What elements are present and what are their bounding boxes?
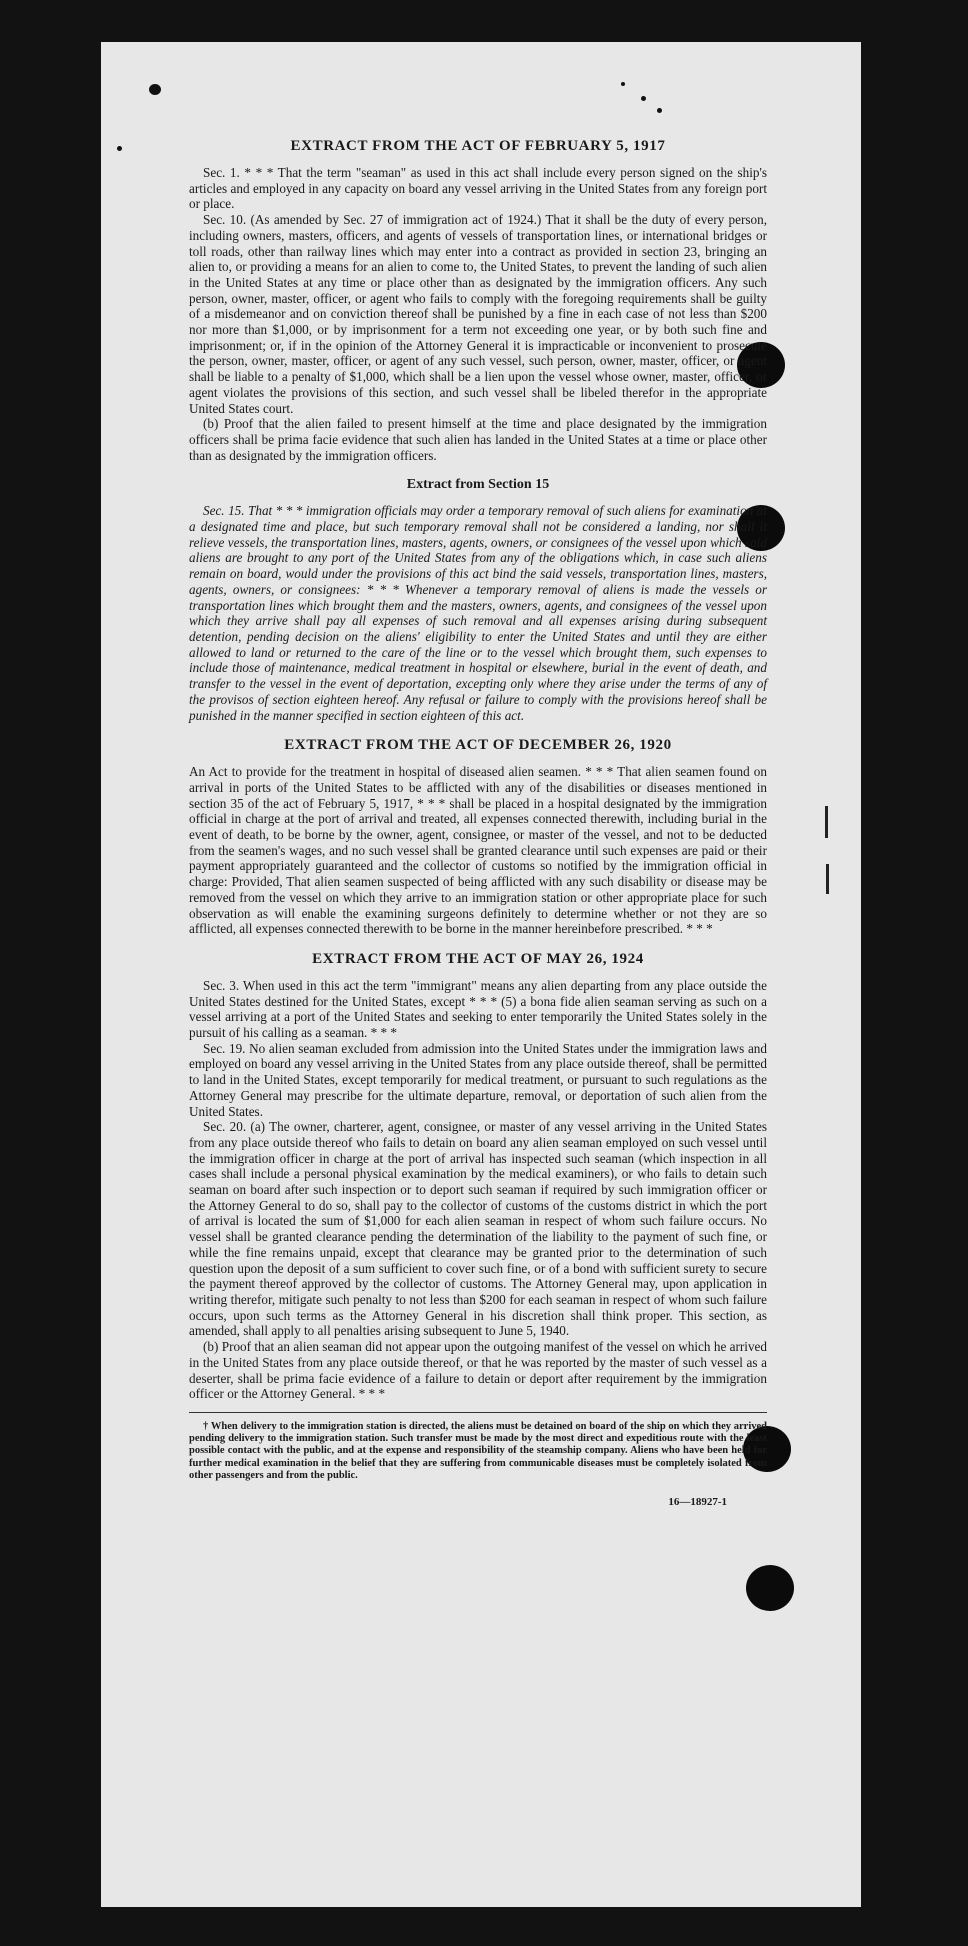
ink-speck — [149, 84, 161, 95]
heading-act-1920: EXTRACT FROM THE ACT OF DECEMBER 26, 1920 — [284, 737, 672, 754]
document-text — [189, 138, 767, 1508]
ink-speck — [641, 96, 646, 101]
paragraph-sec-1: Sec. 1. * * * That the term "seaman" as used in this act shall include every person signed on the ship's articles and employed in any capacity on board any vessel arriving in the United States from any foreign port or place. — [189, 165, 767, 212]
ink-speck — [117, 146, 122, 151]
ink-speck — [657, 108, 662, 113]
heading-act-1924: EXTRACT FROM THE ACT OF MAY 26, 1924 — [312, 950, 644, 967]
document-page — [101, 42, 861, 1907]
paragraph-sec-10-b: (b) Proof that the alien failed to present himself at the time and place designated by the immigration officers shall be prima facie evidence that such alien has landed in the United States at a time or place other than as designated by the immigration officers. — [189, 416, 767, 463]
margin-mark — [826, 864, 829, 894]
paragraph-act-1920: An Act to provide for the treatment in hospital of diseased alien seamen. * * * That alien seamen found on arrival in ports of the United States to be afflicted with any of the disabilities or diseases mentioned in section 35 of the act of February 5, 1917, * * * shall be placed in a hospital designated by the immigration official in charge at the port of arrival and treated, all expenses connected therewith, including burial in the event of death, to be borne by the owner, agent, consignee, or master of the vessel, and not to be deducted from the seamen's wages, and no such vessel shall be granted clearance until such expenses are paid or their payment appropriately guaranteed and the collector of customs so notified by the immigration official in charge: Provided, That alien seamen suspected of being afflicted with any such disability or disease may be removed from the vessel on which they arrive to an immigration station or other appropriate place for such observation as will enable the examining surgeons definitely to determine whether or not they are so afflicted, all expenses connected therewith to be borne in the manner hereinbefore prescribed. * * * — [189, 764, 767, 937]
heading-section-15: Extract from Section 15 — [406, 477, 550, 493]
paragraph-sec-10: Sec. 10. (As amended by Sec. 27 of immigration act of 1924.) That it shall be the duty of every person, including owners, masters, officers, and agents of vessels of transportation lines, or international bridges or toll roads, other than railway lines which may enter into a contract as provided in section 23, bringing an alien to, or providing a means for an alien to come to, the United States, to prevent the landing of such alien in the United States at any time or place other than as designated by the immigration officers. Any such person, owner, master, officer, or agent who fails to comply with the foregoing requirements shall be guilty of a misdemeanor and on conviction thereof shall be punished by a fine in each case of not less than $200 nor more than $1,000, or by imprisonment for a term not exceeding one year, or by both such fine and imprisonment; or, if in the opinion of the Attorney General it is impracticable or inconvenient to prosecute the person, owner, master, officer, or agent of any such vessel, such person, owner, master, officer, or agent shall be liable to a penalty of $1,000, which shall be a lien upon the vessel whose owner, master, officer, or agent violates the provisions of this section, and such vessel shall be libeled therefor in the appropriate United States court. — [189, 212, 767, 416]
form-code: 16—18927-1 — [668, 1495, 727, 1508]
paragraph-sec-19: Sec. 19. No alien seaman excluded from admission into the United States under the immigration laws and employed on board any vessel arriving in the United States from any place outside thereof, shall be permitted to land in the United States, except temporarily for medical treatment, or pursuant to such regulations as the Attorney General may prescribe for the ultimate departure, removal, or deportation of such alien from the United States. — [189, 1040, 767, 1119]
heading-act-1917: EXTRACT FROM THE ACT OF FEBRUARY 5, 1917 — [290, 138, 666, 154]
ink-speck — [621, 82, 625, 86]
paragraph-sec-3: Sec. 3. When used in this act the term "immigrant" means any alien departing from any place outside the United States destined for the United States, except * * * (5) a bona fide alien seaman serving as such on a vessel arriving at a port of the United States and seeking to enter temporarily the United States solely in the pursuit of his calling as a seaman. * * * — [189, 977, 767, 1041]
margin-mark — [825, 806, 828, 838]
punch-hole — [746, 1565, 794, 1611]
footnote-divider — [189, 1412, 767, 1413]
paragraph-sec-20-b: (b) Proof that an alien seaman did not appear upon the outgoing manifest of the vessel on which he arrived in the United States from any place outside thereof, or that he was reported by the master of such vessel as a deserter, shall be prima facie evidence of a failure to detain or deport after requirement by the immigration officer or the Attorney General. * * * — [189, 1339, 767, 1402]
footnote: † When delivery to the immigration station is directed, the aliens must be detained on board of the ship on which they arrived pending delivery to the immigration station. Such transfer must be made by the most direct and expeditious route with the least possible contact with the public, and at the expense and responsibility of the steamship company. Aliens who have been held for further medical examination in the belief that they are suffering from communicable diseases must be completely isolated from other passengers and from the public. — [189, 1420, 767, 1481]
paragraph-sec-20-a: Sec. 20. (a) The owner, charterer, agent, consignee, or master of any vessel arriving in the United States from any place outside thereof who fails to detain on board any alien seaman employed on such vessel until the immigration officer in charge at the port of arrival has inspected such seaman (which inspection in all cases shall include a personal physical examination by the medical examiners), or who fails to detain such seaman on board after such inspection or to deport such seaman if required by such immigration officer or the Attorney General to do so, shall pay to the collector of customs of the customs district in which the port of arrival is located the sum of $1,000 for each alien seaman in respect of whom such failure occurs. No vessel shall be granted clearance pending the determination of the liability to the payment of such fine, or while the fine remains unpaid, except that clearance may be granted prior to the determination of such question upon the deposit of a sum sufficient to cover such fine, or of a bond with sufficient surety to secure the payment thereof approved by the collector of customs. The Attorney General may, upon application in writing therefor, mitigate such penalty to not less than $200 for each seaman in respect of whom such failure occurs, upon such terms as the Attorney General in his discretion shall think proper. This section, as amended, shall apply to all penalties arising subsequent to June 5, 1940. — [189, 1119, 767, 1339]
paragraph-sec-15: Sec. 15. That * * * immigration officials may order a temporary removal of such aliens for examination at a designated time and place, but such temporary removal shall not be considered a landing, nor shall it relieve vessels, the transportation lines, masters, agents, owners, or consignees of the vessel upon which said aliens are brought to any port of the United States from any of the obligations which, in case such aliens remain on board, would under the provisions of this act bind the said vessels, transportation lines, masters, agents, owners, or consignees: * * * Whenever a temporary removal of aliens is made the vessels or transportation lines which brought them and the masters, owners, agents, and consignees of the vessel upon which they arrive shall pay all expenses of such removal and all expenses arising during subsequent detention, pending decision on the aliens' eligibility to enter the United States and until they are either allowed to land or returned to the care of the line or to the vessel which brought them, such expenses to include those of maintenance, medical treatment in hospital or elsewhere, burial in the event of death, and transfer to the vessel in the event of deportation, excepting only where they arise under the terms of any of the provisos of section eighteen hereof. Any refusal or failure to comply with the provisions hereof shall be punished in the manner specified in section eighteen of this act. — [189, 503, 767, 723]
